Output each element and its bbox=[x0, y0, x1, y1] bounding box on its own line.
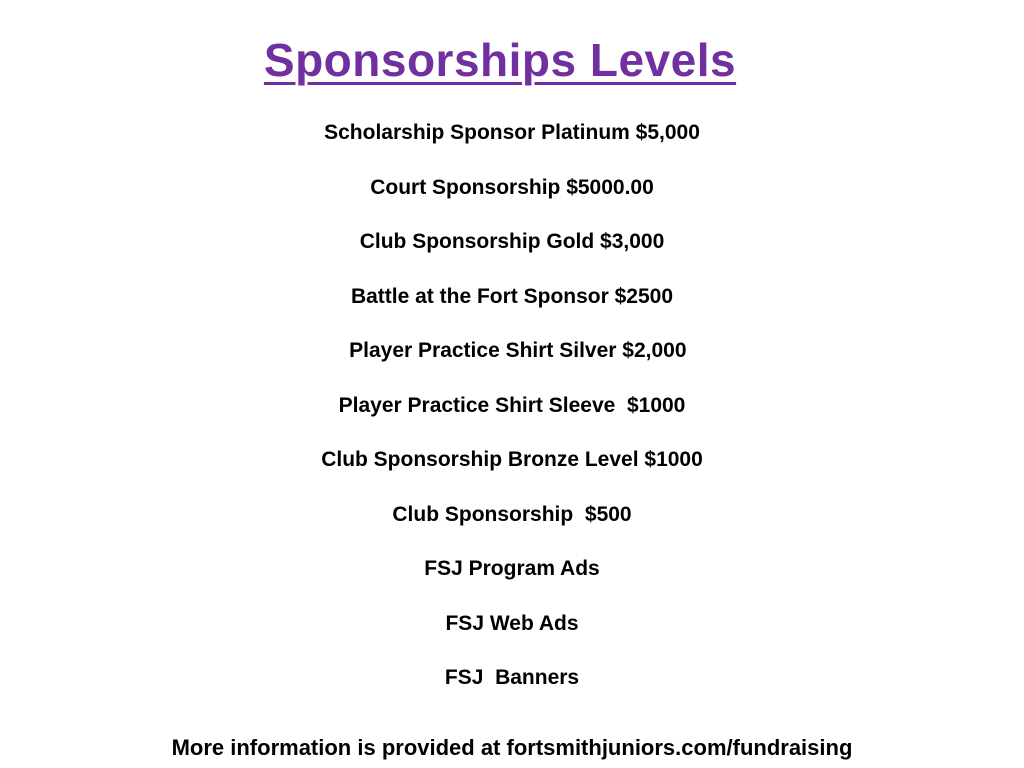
page-title: Sponsorships Levels bbox=[263, 34, 737, 86]
sponsorship-level-club: Club Sponsorship $500 bbox=[392, 502, 632, 526]
sponsorship-level-practice-shirt-sleeve: Player Practice Shirt Sleeve $1000 bbox=[338, 393, 686, 417]
more-info-footer: More information is provided at fortsmithjuniors.com/fundraising bbox=[171, 735, 853, 760]
sponsorship-level-club-gold: Club Sponsorship Gold $3,000 bbox=[359, 230, 665, 253]
sponsorship-level-club-bronze: Club Sponsorship Bronze Level $1000 bbox=[321, 448, 703, 471]
sponsorship-levels-list bbox=[0, 117, 1024, 717]
sponsorship-level-scholarship-platinum: Scholarship Sponsor Platinum $5,000 bbox=[324, 121, 700, 144]
sponsorship-level-battle-at-the-fort: Battle at the Fort Sponsor $2500 bbox=[350, 284, 674, 308]
sponsorship-level-banners: FSJ Banners bbox=[444, 666, 580, 689]
sponsorship-level-web-ads: FSJ Web Ads bbox=[445, 611, 579, 635]
sponsorship-level-court: Court Sponsorship $5000.00 bbox=[370, 175, 654, 199]
sponsorship-level-practice-shirt-silver: Player Practice Shirt Silver $2,000 bbox=[337, 339, 687, 362]
sponsorship-level-program-ads: FSJ Program Ads bbox=[424, 557, 600, 580]
